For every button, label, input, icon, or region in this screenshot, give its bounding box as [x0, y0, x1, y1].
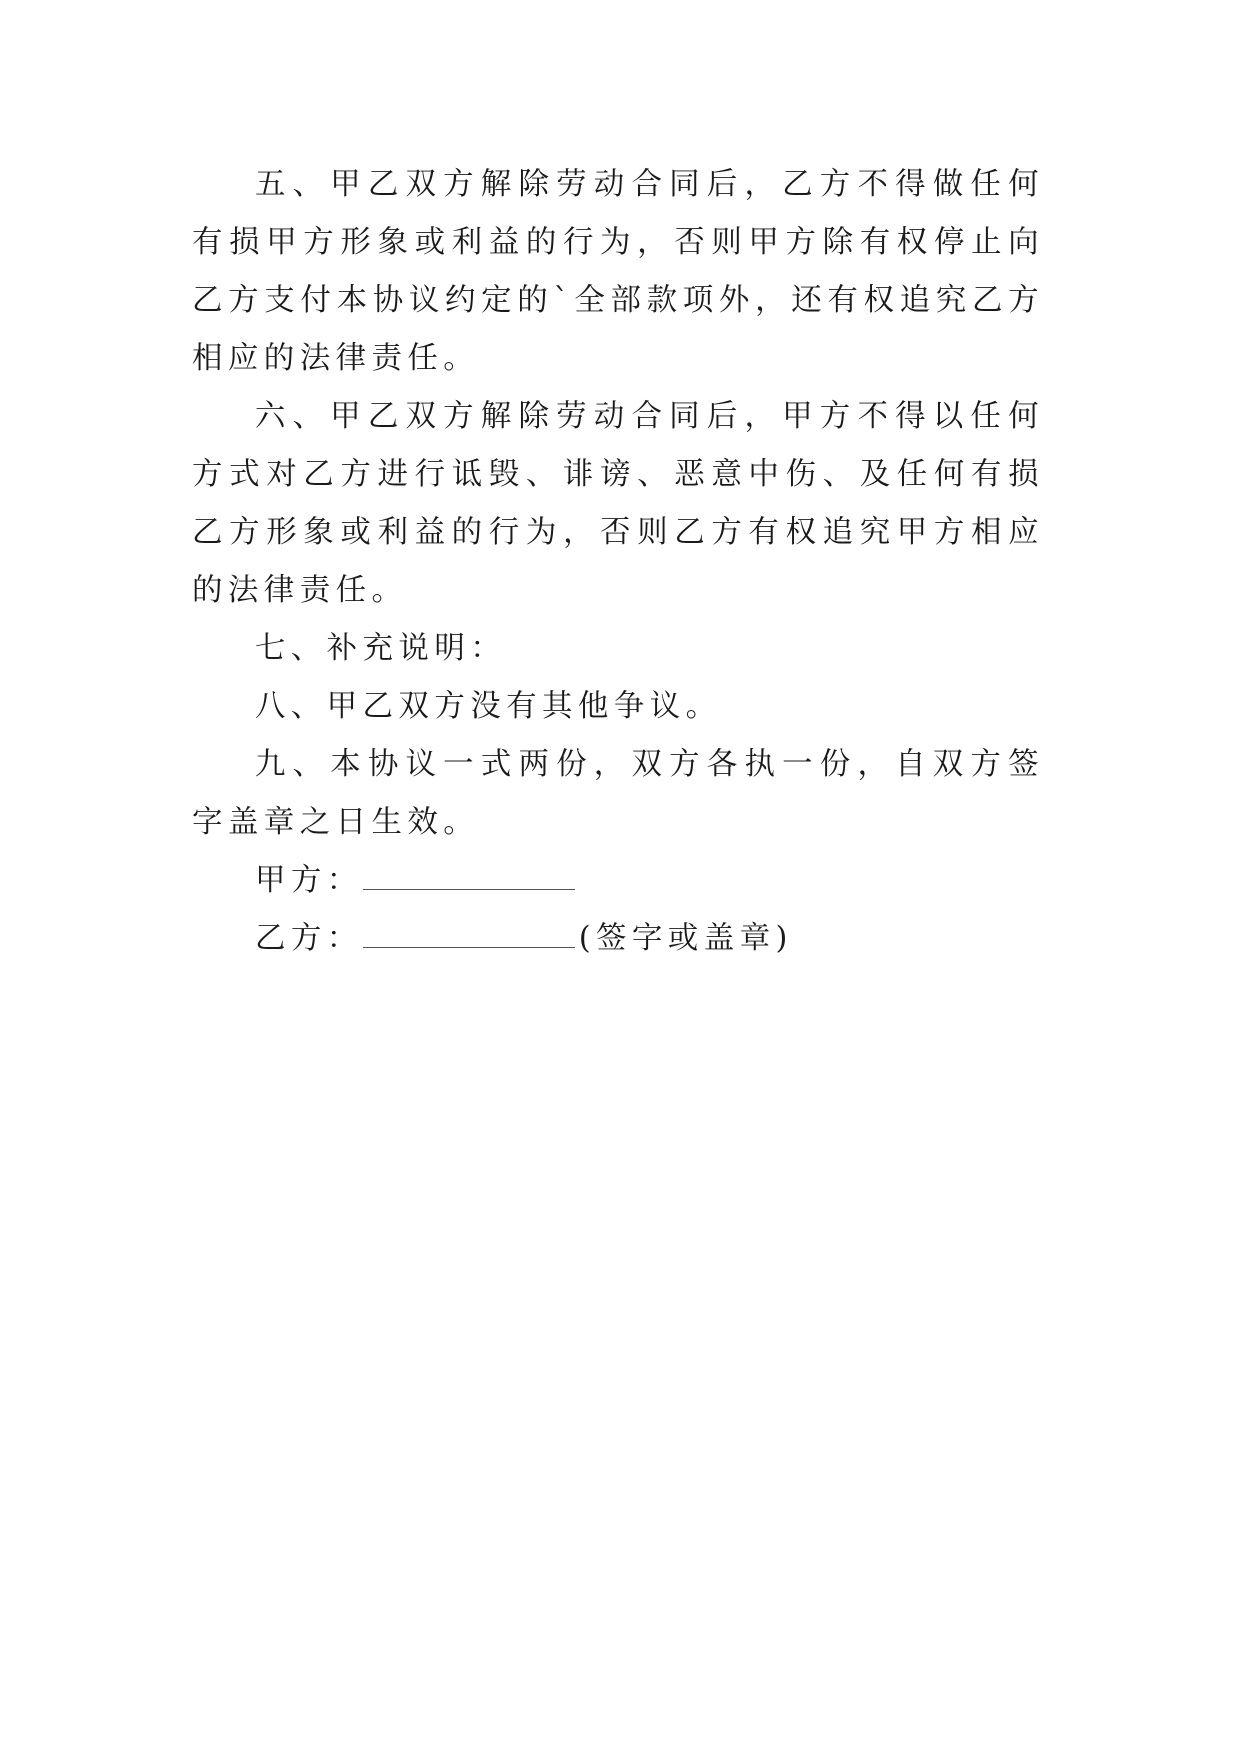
clause-7: 七、补充说明：: [254, 631, 507, 666]
party-b-signature-line: [192, 910, 1044, 968]
document-page: [192, 156, 1044, 968]
clause-6: 六、甲乙双方解除劳动合同后，甲方不得以任何方式对乙方进行诋毁、诽谤、恶意中伤、及任何有损乙方形象或利益的行为，否则乙方有权追究甲方相应的法律责任。: [192, 399, 1044, 608]
party-a-blank[interactable]: [363, 861, 575, 890]
clause-8: 八、甲乙双方没有其他争议。: [254, 689, 722, 724]
party-b-label: 乙方：: [255, 921, 363, 956]
party-a-signature-line: [192, 852, 1044, 910]
party-b-sign-note: (签字或盖章): [578, 921, 793, 956]
clause-5: 五、甲乙双方解除劳动合同后，乙方不得做任何有损甲方形象或利益的行为，否则甲方除有权停止向乙方支付本协议约定的`全部款项外，还有权追究乙方相应的法律责任。: [192, 167, 1044, 376]
party-b-blank[interactable]: [363, 919, 575, 948]
clause-9: 九、本协议一式两份，双方各执一份，自双方签字盖章之日生效。: [192, 747, 1044, 840]
party-a-label: 甲方：: [255, 863, 363, 898]
